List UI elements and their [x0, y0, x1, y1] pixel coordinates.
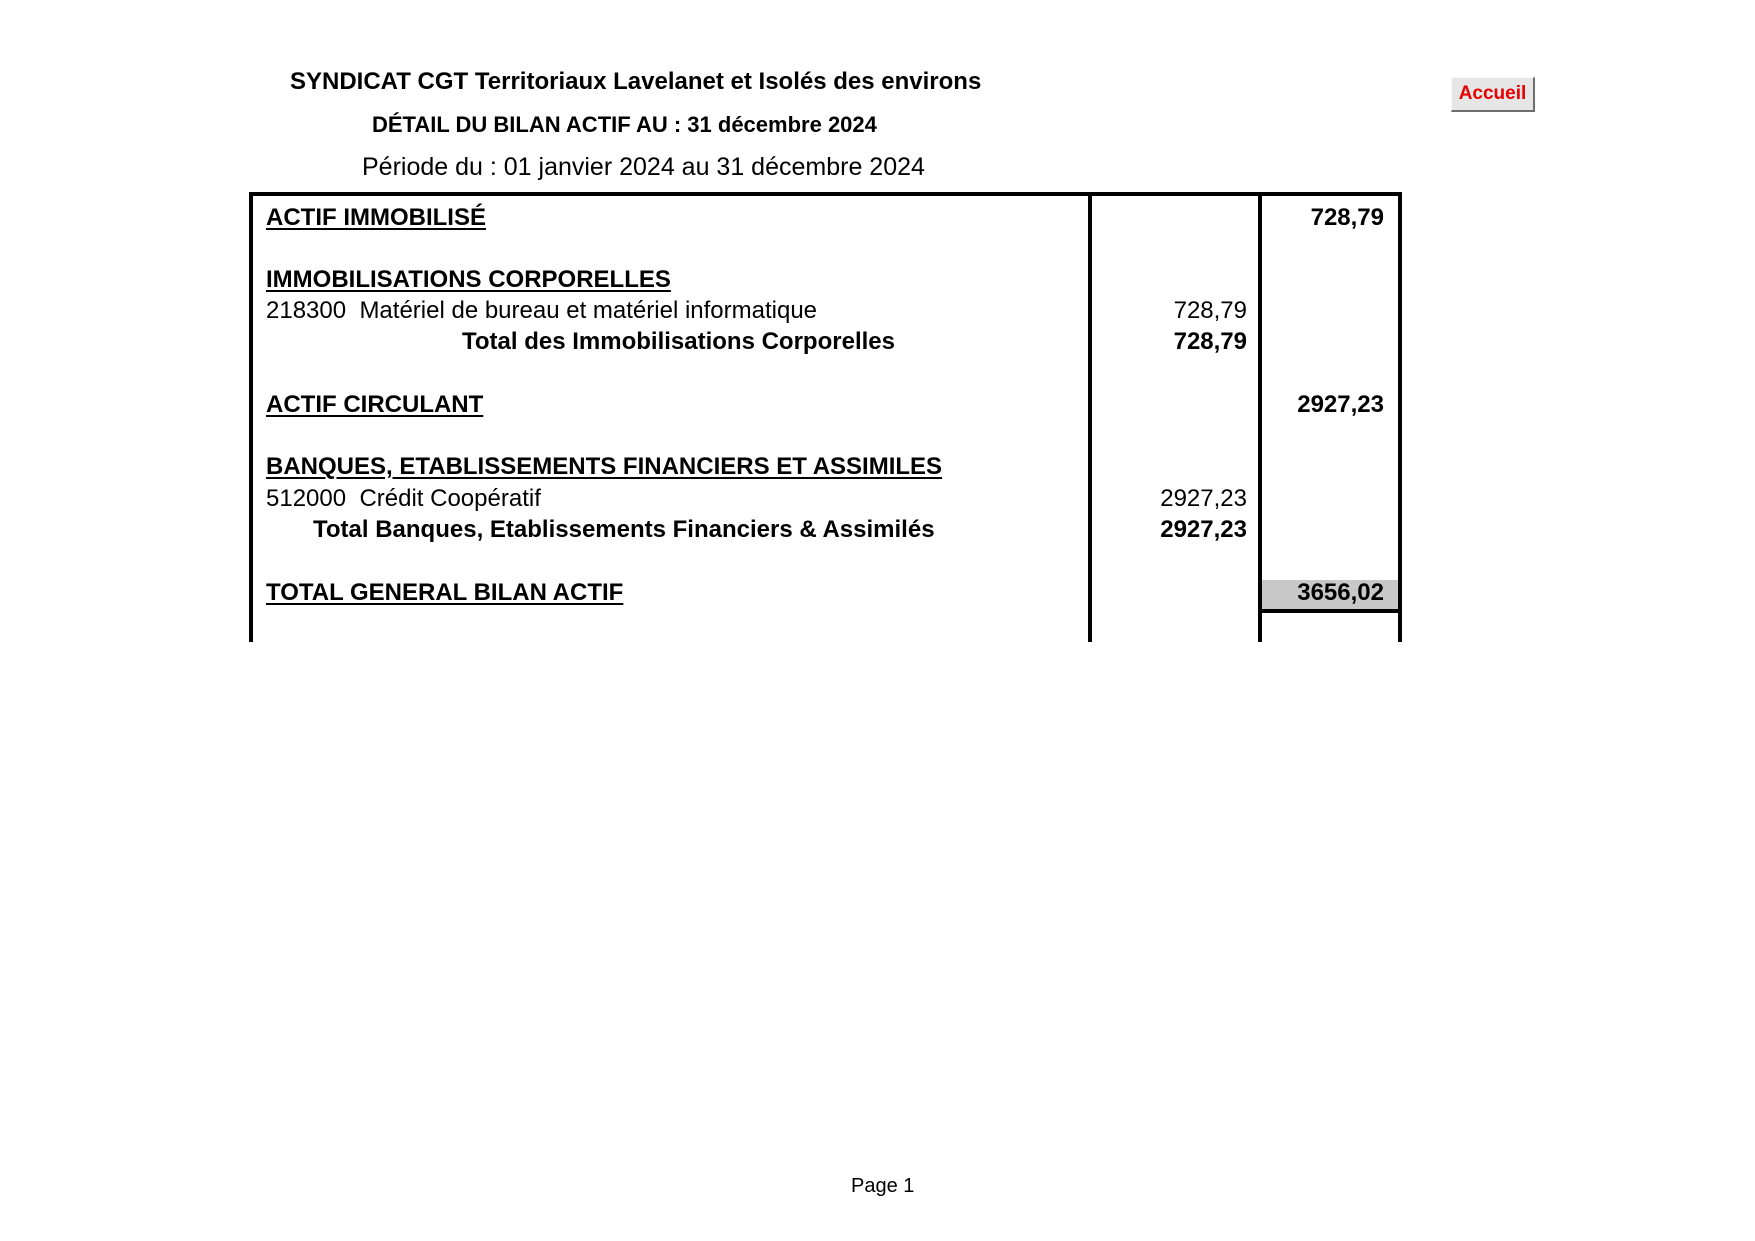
organization-title: SYNDICAT CGT Territoriaux Lavelanet et Isolés des environs	[290, 68, 982, 95]
home-button[interactable]: Accueil	[1451, 77, 1535, 112]
section-total-actif-circulant: 2927,23	[1297, 391, 1384, 418]
account-number: 218300	[266, 297, 347, 324]
grand-total-amount: 3656,02	[1297, 579, 1384, 606]
subtotal-amount: 728,79	[1173, 328, 1247, 355]
subtotal-amount: 2927,23	[1160, 516, 1247, 543]
group-heading-banques: BANQUES, ETABLISSEMENTS FINANCIERS ET ASSIMILES	[266, 453, 943, 480]
section-total-actif-immobilise: 728,79	[1310, 204, 1384, 231]
group-heading-immobilisations-corporelles: IMMOBILISATIONS CORPORELLES	[266, 266, 671, 293]
subtotal-label: Total des Immobilisations Corporelles	[462, 328, 895, 355]
document-title: DÉTAIL DU BILAN ACTIF AU : 31 décembre 2024	[372, 112, 877, 137]
section-heading-actif-immobilise: ACTIF IMMOBILISÉ	[266, 204, 486, 231]
table-right-border	[1398, 192, 1402, 642]
account-label: Matériel de bureau et matériel informatique	[359, 297, 818, 324]
account-amount: 728,79	[1173, 297, 1247, 324]
table-column-divider	[1088, 192, 1092, 642]
account-amount: 2927,23	[1160, 485, 1247, 512]
table-top-border	[249, 192, 1401, 196]
grand-total-label: TOTAL GENERAL BILAN ACTIF	[266, 579, 624, 606]
subtotal-label: Total Banques, Etablissements Financiers & Assimilés	[313, 516, 935, 543]
grand-total-underline	[1262, 609, 1402, 613]
period-line: Période du : 01 janvier 2024 au 31 décembre 2024	[362, 153, 925, 181]
table-left-border	[249, 192, 253, 642]
table-row	[266, 484, 541, 514]
section-heading-actif-circulant: ACTIF CIRCULANT	[266, 391, 484, 418]
table-row	[266, 296, 817, 326]
account-number: 512000	[266, 485, 347, 512]
account-label: Crédit Coopératif	[359, 485, 541, 512]
table-column-divider	[1258, 192, 1262, 642]
page-number: Page 1	[851, 1175, 915, 1197]
